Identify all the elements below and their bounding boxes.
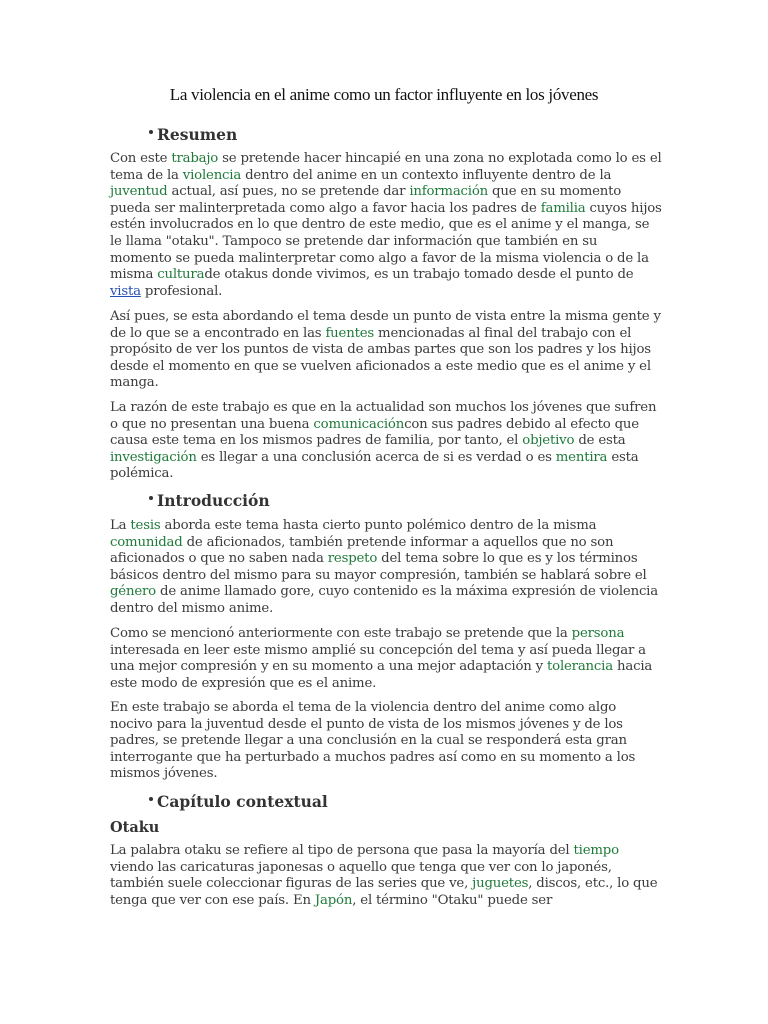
- inline-link[interactable]: tolerancia: [547, 659, 613, 675]
- inline-link[interactable]: juventud: [110, 184, 168, 200]
- inline-link[interactable]: mentira: [555, 449, 608, 465]
- inline-link[interactable]: violencia: [182, 167, 242, 183]
- section-heading-resumen: [157, 125, 237, 144]
- inline-link[interactable]: trabajo: [171, 151, 219, 166]
- paragraph: Como se mencionó anteriormente con este trabajo se pretende que la persona interesada en leer este mismo amplié su concepción del tema y así pueda llegar a una mejor compresión y en su momento a una mejor adaptación y tolerancia hacia este modo de expresión que es el anime.: [110, 626, 653, 691]
- bullet-icon: [149, 130, 153, 134]
- bullet-icon: [149, 496, 153, 500]
- heading-text: Capítulo contextual: [157, 792, 328, 811]
- bullet-icon: [149, 797, 153, 801]
- paragraph: Así pues, se esta abordando el tema desde un punto de vista entre la misma gente y de lo que se a encontrado en las fuentes mencionadas al final del trabajo con el propósito de ver los puntos de vista de ambas partes que son los padres y los hijos desde el momento en que se vuelven aficionados a este medio que es el anime y el manga.: [110, 309, 661, 391]
- inline-link[interactable]: respeto: [327, 551, 378, 567]
- inline-link[interactable]: tiempo: [573, 843, 619, 858]
- inline-link[interactable]: comunidad: [110, 534, 183, 550]
- heading-text: Introducción: [157, 491, 270, 510]
- paragraph: La tesis aborda este tema hasta cierto punto polémico dentro de la misma comunidad de aficionados, también pretende informar a aquellos que no son aficionados o que no saben nada respeto del tema sobre lo que es y los términos básicos dentro del mismo para su mayor compresión, también se hablará sobre el género de anime llamado gore, cuyo contenido es la máxima expresión de violencia dentro del mismo anime.: [110, 518, 658, 616]
- heading-text: Resumen: [157, 125, 238, 144]
- inline-link[interactable]: cultura: [157, 267, 205, 283]
- inline-link[interactable]: investigación: [110, 449, 197, 465]
- inline-link[interactable]: fuentes: [325, 325, 375, 341]
- paragraph: La razón de este trabajo es que en la actualidad son muchos los jóvenes que sufren o que no presentan una buena comunicacióncon sus padres debido al efecto que causa este tema en los mismos padres de familia, por tanto, el objetivo de esta investigación es llegar a una conclusión acerca de si es verdad o es mentira esta polémica.: [110, 400, 657, 482]
- inline-link[interactable]: persona: [571, 626, 625, 641]
- inline-link[interactable]: información: [409, 184, 489, 200]
- section-heading-introduccion: [157, 491, 270, 510]
- document-title: La violencia en el anime como un factor influyente en los jóvenes: [169, 85, 599, 104]
- paragraph: En este trabajo se aborda el tema de la violencia dentro del anime como algo nocivo para la juventud desde el punto de vista de los mismos jóvenes y de los padres, se pretende llegar a una conclusión en la cual se responderá esta gran interrogante que ha perturbado a muchos padres así como en su momento a los mismos jóvenes.: [110, 700, 636, 782]
- subheading-otaku: Otaku: [110, 819, 160, 836]
- paragraph: Con este trabajo se pretende hacer hincapié en una zona no explotada como lo es el tema de la violencia dentro del anime en un contexto influyente dentro de la juventud actual, así pues, no se pretende dar información que en su momento pueda ser malinterpretada como algo a favor hacia los padres de familia cuyos hijos estén involucrados en lo que dentro de este medio, que es el anime y el manga, se le llama "otaku". Tampoco se pretende dar información que también en su momento se pueda malinterpretar como algo a favor de la misma violencia o de la misma culturade otakus donde vivimos, es un trabajo tomado desde el punto de vista profesional.: [110, 151, 662, 299]
- inline-link[interactable]: comunicación: [313, 416, 405, 432]
- inline-link[interactable]: familia: [540, 200, 586, 216]
- paragraph: La palabra otaku se refiere al tipo de persona que pasa la mayoría del tiempo viendo las caricaturas japonesas o aquello que tenga que ver con lo japonés, también suele coleccionar figuras de las series que ve, juguetes, discos, etc., lo que tenga que ver con ese país. En Japón, el término "Otaku" puede ser: [110, 843, 658, 908]
- inline-link[interactable]: tesis: [130, 518, 161, 533]
- inline-link[interactable]: Japón: [314, 892, 353, 908]
- inline-link[interactable]: vista: [110, 283, 141, 299]
- inline-link[interactable]: género: [110, 584, 156, 600]
- section-heading-contextual: [157, 792, 328, 811]
- inline-link[interactable]: juguetes: [472, 876, 529, 892]
- inline-link[interactable]: objetivo: [522, 433, 575, 449]
